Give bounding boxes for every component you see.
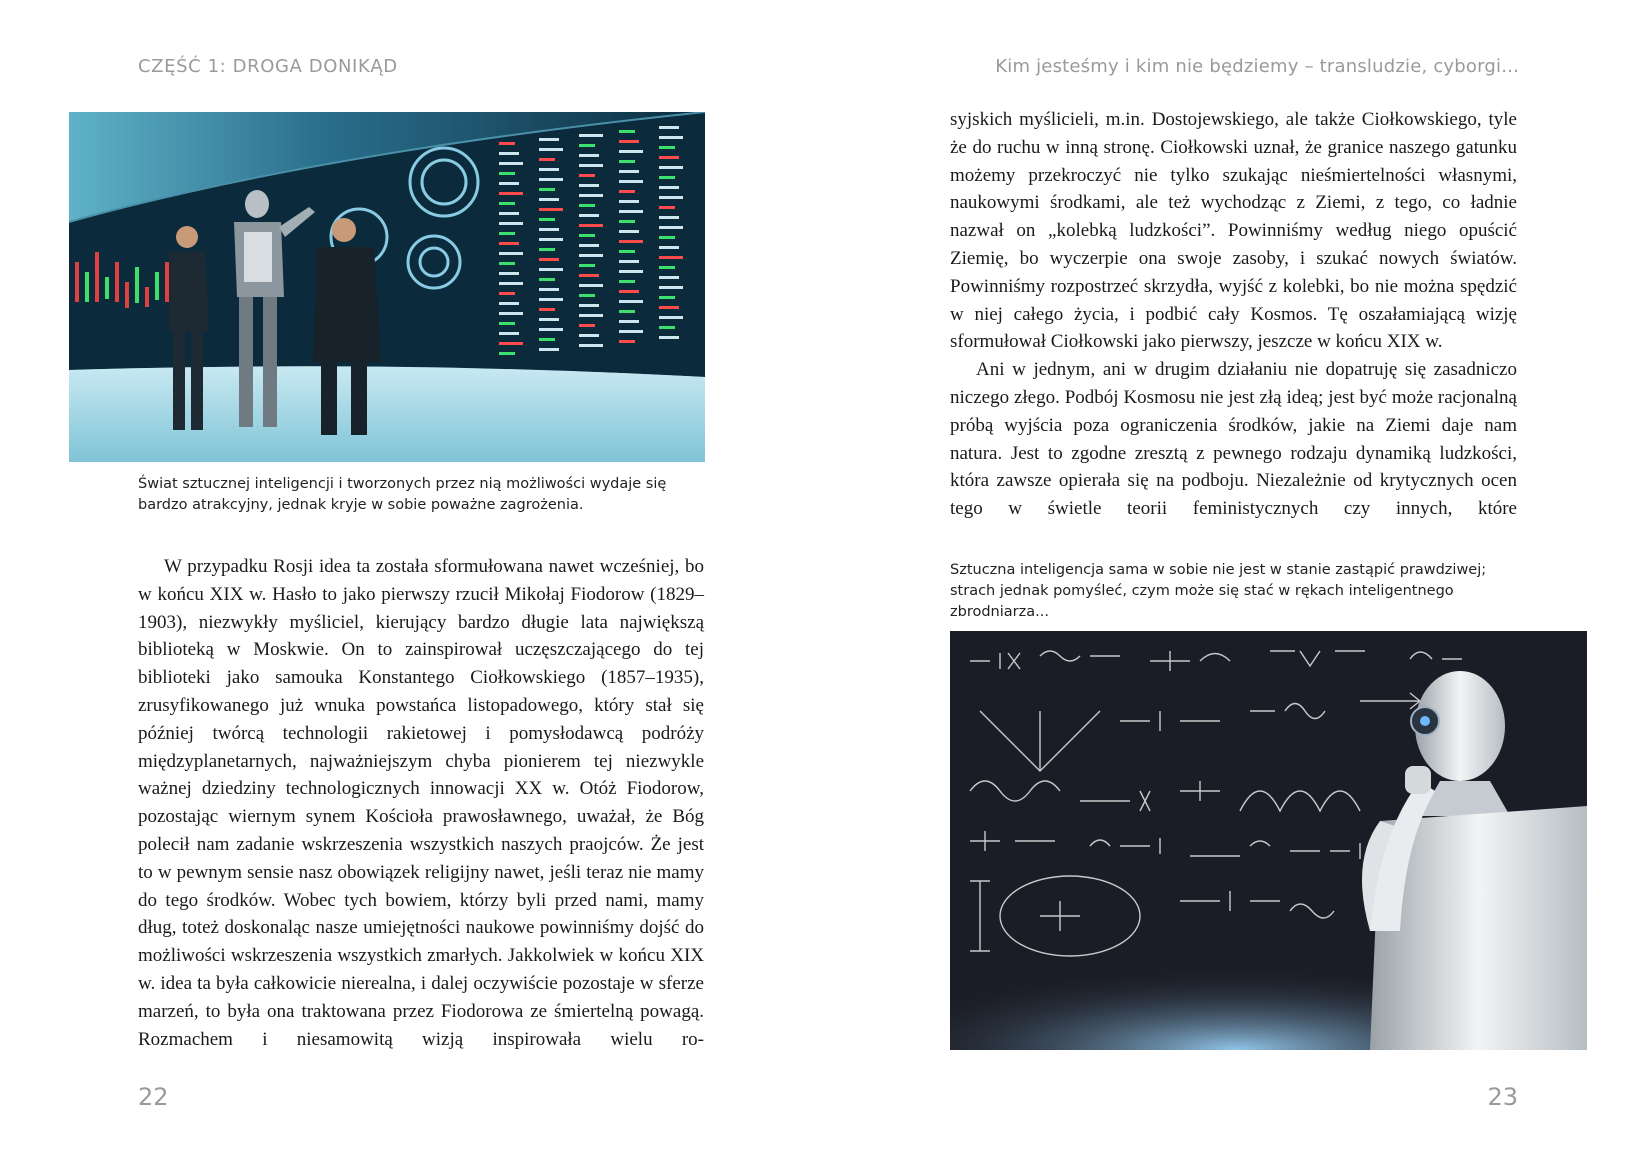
ticker-row [539,188,555,191]
body-text-right [950,106,1517,523]
ticker-row [579,264,595,267]
ticker-row [619,330,643,333]
ticker-row [539,218,555,221]
ticker-row [579,304,599,307]
ticker-row [499,152,519,155]
ticker-row [659,306,679,309]
ticker-row [659,326,675,329]
ticker-row [499,242,519,245]
ticker-row [539,338,555,341]
ticker-row [539,158,555,161]
ticker-row [499,172,515,175]
ticker-row [539,348,559,351]
ticker-row [619,320,639,323]
ticker-row [539,268,563,271]
ticker-row [659,316,683,319]
ticker-row [579,244,599,247]
ticker-row [539,238,563,241]
ticker-row [619,170,639,173]
ticker-row [539,328,563,331]
ticker-row [659,256,683,259]
ticker-row [579,134,603,137]
ticker-row [499,272,519,275]
ticker-row [579,154,599,157]
ticker-row [659,186,679,189]
ticker-row [659,136,683,139]
ticker-row [659,336,679,339]
ticker-row [539,308,555,311]
ticker-row [619,180,643,183]
ticker-row [619,250,635,253]
ticker-row [539,198,559,201]
ticker-row [619,140,639,143]
ticker-row [539,248,555,251]
ticker-row [579,174,595,177]
ticker-row [499,142,515,145]
ticker-row [619,340,635,343]
ticker-row [499,222,523,225]
ticker-row [539,208,563,211]
ticker-row [659,156,679,159]
ticker-row [499,182,519,185]
ticker-row [659,236,675,239]
ticker-row [499,352,515,355]
ticker-row [659,226,683,229]
ticker-row [659,246,679,249]
running-header-right: Kim jesteśmy i kim nie będziemy – transludzie, cyborgi... [995,56,1519,77]
ticker-row [499,312,523,315]
photo-caption-left: Świat sztucznej inteligencji i tworzonych przez nią możliwości wydaje się bardzo atrakcyjny, jednak kryje w sobie poważne zagrożenia. [138,476,667,513]
ticker-row [539,178,563,181]
ticker-row [619,260,639,263]
ticker-row [499,292,515,295]
ticker-row [579,164,603,167]
body-text-left [138,553,704,1053]
ticker-row [659,296,675,299]
ticker-row [499,302,519,305]
ticker-row [579,224,603,227]
ticker-row [499,262,515,265]
ticker-row [579,204,595,207]
ticker-row [619,210,643,213]
ticker-row [499,202,515,205]
ticker-row [499,192,523,195]
ticker-row [539,138,559,141]
ticker-row [659,146,675,149]
thinking-robot-chalkboard-photo [950,631,1587,1050]
ticker-row [499,252,523,255]
ticker-row [659,216,679,219]
ticker-row [659,206,675,209]
ticker-row [619,270,643,273]
ticker-row [579,184,599,187]
paragraph: syjskich myślicieli, m.in. Dostojewskiego, ale także Ciołkowskiego, tyle że do ruchu w inną stronę. Ciołkowski uznał, że granice naszego gatunku możemy przekroczyć nie tylko szukając nieśmiertelności własnymi, naukowymi środkami, ale też wychodząc z Ziemi, z tego, co ładnie nazwał on „kolebką ludzkości”. Powinniśmy według niego opuścić Ziemię, bo wyczerpie ona swoje zasoby, i szukać nowych światów. Powinniśmy rozpostrzeć skrzydła, wyjść z kolebki, bo nie można spędzić w niej całego życia, i podbić cały Kosmos. Tę oszałamiającą wizję sformułował Ciołkowski jako pierwszy, jeszcze w końcu XIX w. [950,109,1517,353]
ticker-row [539,258,559,261]
ticker-row [499,232,515,235]
ticker-row [619,290,639,293]
page-number-right: 23 [1487,1083,1518,1111]
ticker-row [579,194,603,197]
ticker-row [659,166,683,169]
ticker-row [659,196,683,199]
ticker-row [539,288,559,291]
ticker-row [579,324,595,327]
ticker-row [579,144,595,147]
ticker-row [579,284,603,287]
stock-market-robot-photo [69,112,705,462]
ticker-row [659,266,675,269]
ticker-row [579,294,595,297]
ticker-row [579,334,599,337]
ticker-row [539,148,563,151]
ticker-row [499,282,523,285]
photo-caption-right: Sztuczna inteligencja sama w sobie nie jest w stanie zastąpić prawdziwej; strach jednak pomyśleć, czym może się stać w rękach inteligentnego zbrodniarza... [950,562,1487,620]
ticker-row [499,162,523,165]
ticker-row [579,254,603,257]
ticker-row [539,298,563,301]
ticker-row [579,214,599,217]
paragraph: W przypadku Rosji idea ta została sformułowana nawet wcześniej, bo w końcu XIX w. Hasło to jako pierwszy rzucił Mikołaj Fiodorow (1829–1903), niezwykły myśliciel, kierujący bardzo długie lata największą biblioteką w Moskwie. On to zainspirował uczęszczającego do tej biblioteki jako samouka Konstantego Ciołkowskiego (1857–1935), zrusyfikowanego już wnuka powstańca listopadowego, który stał się później twórcą technologii rakietowej i pomysłodawcą podróży międzyplanetarnych, najważniejszym chyba pionierem tej niezwykle ważnej dziedziny technologicznych innowacji XX w. Otóż Fiodorow, pozostając wiernym synem Kościoła prawosławnego, uważał, że Bóg polecił nam zadanie wskrzeszenia wszystkich naszych praojców. Że jest to w pewnym sensie nasz obowiązek religijny nawet, jeśli teraz nie mamy do tego środków. Wobec tych bowiem, którzy byli przed nami, mamy dług, toteż doskonaląc nasze umiejętności naukowe powinniśmy dojść do możliwości wskrzeszenia wszystkich zmarłych. Jakkolwiek w końcu XIX w. idea ta była całkowicie nierealna, i dalej oczywiście pozostaje w sferze marzeń, to była ona traktowana przez Fiodorowa ze śmiertelną powagą. Rozmachem i niesamowitą wizją inspirowała wielu ro- [138,556,704,1050]
ticker-row [619,230,639,233]
ticker-row [659,126,679,129]
ticker-row [659,276,679,279]
ticker-row [539,318,559,321]
ticker-row [579,274,599,277]
ticker-row [619,130,635,133]
ticker-row [499,342,523,345]
ticker-row [499,212,519,215]
running-header-left: CZĘŚĆ 1: DROGA DONIKĄD [138,56,398,77]
ticker-row [619,200,639,203]
ticker-row [539,228,559,231]
ticker-row [619,310,635,313]
ticker-row [499,332,519,335]
page-number-left: 22 [138,1083,169,1111]
ticker-row [659,286,683,289]
ticker-row [619,220,635,223]
ticker-row [619,190,635,193]
paragraph: Ani w jednym, ani w drugim działaniu nie dopatruję się zasadniczo niczego złego. Podbój Kosmosu nie jest złą ideą; jest być może racjonalną próbą wyjścia poza ograniczenia środków, jakie na Ziemi daje nam natura. Jest to zgodne zresztą z pewnego rodzaju dynamiką ludzkości, która zawsze opierała się na podboju. Niezależnie od krytycznych ocen tego w świetle teorii feministycznych czy innych, które [950,359,1517,520]
ticker-row [619,300,643,303]
ticker-row [619,240,643,243]
ticker-row [619,160,635,163]
ticker-row [579,234,595,237]
ticker-row [619,280,635,283]
ticker-row [539,278,555,281]
ticker-row [579,314,603,317]
ticker-row [539,168,559,171]
ticker-row [619,150,643,153]
ticker-row [579,344,603,347]
ticker-row [659,176,675,179]
ticker-row [499,322,515,325]
